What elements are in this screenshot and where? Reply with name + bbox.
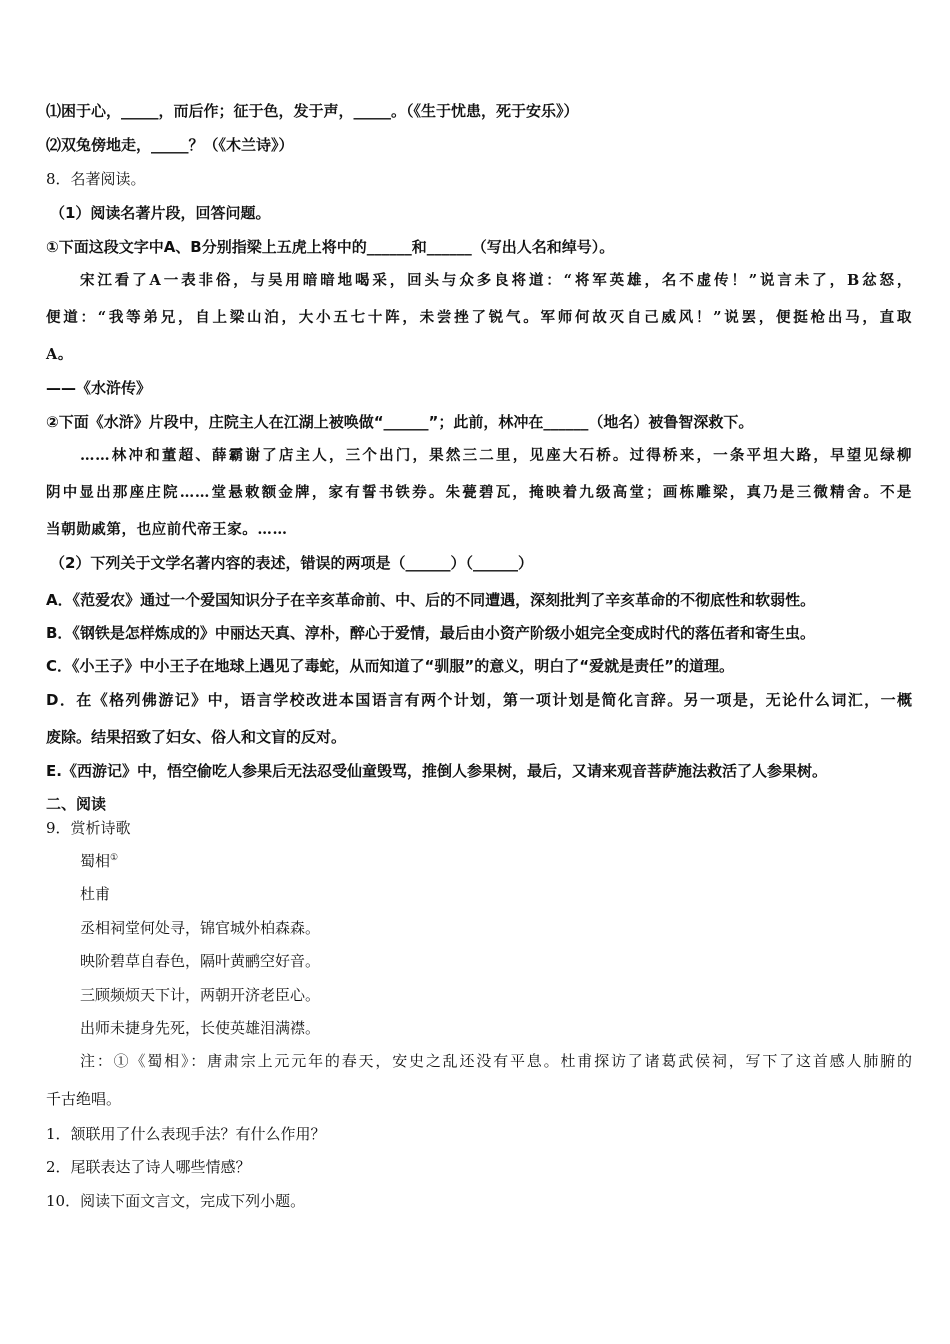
question-8-part-2: （2）下列关于文学名著内容的表述，错误的两项是（______）（______） bbox=[50, 554, 533, 572]
poem-line-2: 映阶碧草自春色，隔叶黄鹂空好音。 bbox=[80, 952, 321, 970]
option-d-line-2: 废除。结果招致了妇女、俗人和文盲的反对。 bbox=[46, 728, 347, 746]
option-d-line-1: D．在《格列佛游记》中，语言学校改进本国语言有两个计划，第一项计划是简化言辞。另一项是，无论什么词汇，一概 bbox=[46, 691, 912, 709]
poem-note-line-1: 注：①《蜀相》：唐肃宗上元元年的春天，安史之乱还没有平息。杜甫探访了诸葛武侯祠，写下了这首感人肺腑的 bbox=[80, 1052, 912, 1070]
option-b: B．《钢铁是怎样炼成的》中丽达天真、淳朴，醉心于爱情，最后由小资产阶级小姐完全变成时代的落伍者和寄生虫。 bbox=[46, 624, 815, 642]
recite-line-2: ⑵双兔傍地走，_____？（《木兰诗》） bbox=[46, 136, 294, 154]
option-e: E.《西游记》中，悟空偷吃人参果后无法忍受仙童毁骂，推倒人参果树，最后，又请来观音菩萨施法救活了人参果树。 bbox=[46, 762, 827, 780]
option-c: C．《小王子》中小王子在地球上遇见了毒蛇，从而知道了“驯服”的意义，明白了“爱就是责任”的道理。 bbox=[46, 657, 734, 675]
passage-1-source: ——《水浒传》 bbox=[46, 379, 152, 397]
poem-line-4: 出师未捷身先死，长使英雄泪满襟。 bbox=[80, 1019, 321, 1037]
passage-2-line-1: ……林冲和董超、薛霸谢了店主人，三个出门，果然三二里，见座大石桥。过得桥来，一条平坦大路，早望见绿柳 bbox=[80, 447, 912, 464]
question-9-title: 9．赏析诗歌 bbox=[46, 819, 131, 837]
passage-2-line-3: 当朝勋戚第，也应前代帝王家。…… bbox=[46, 521, 288, 538]
passage-1-line-1: 宋江看了A一表非俗，与吴用暗暗地喝采，回头与众多良将道：“将军英雄，名不虚传！”说言未了，B忿怒， bbox=[80, 272, 912, 289]
poem-line-1: 丞相祠堂何处寻，锦官城外柏森森。 bbox=[80, 919, 321, 937]
poem-note-line-2: 千古绝唱。 bbox=[46, 1090, 122, 1108]
question-9-item-2: 2．尾联表达了诗人哪些情感？ bbox=[46, 1158, 251, 1176]
question-8-sub-2: ②下面《水浒》片段中，庄院主人在江湖上被唤做“______”；此前，林冲在______（地名）被鲁智深救下。 bbox=[46, 413, 754, 431]
passage-1-line-2: 便道：“我等弟兄，自上梁山泊，大小五七十阵，未尝挫了锐气。军师何故灭自己威风！”说罢，便挺枪出马，直取 bbox=[46, 309, 912, 326]
poem-author: 杜甫 bbox=[80, 885, 111, 903]
section-2-title: 二、阅读 bbox=[46, 795, 107, 813]
poem-title: 蜀相① bbox=[80, 852, 119, 870]
option-a: A．《范爱农》通过一个爱国知识分子在辛亥革命前、中、后的不同遭遇，深刻批判了辛亥革命的不彻底性和软弱性。 bbox=[46, 591, 816, 609]
passage-1-line-3: A。 bbox=[46, 346, 73, 363]
question-10-title: 10．阅读下面文言文，完成下列小题。 bbox=[46, 1192, 306, 1210]
poem-line-3: 三顾频烦天下计，两朝开济老臣心。 bbox=[80, 986, 321, 1004]
question-9-item-1: 1．颔联用了什么表现手法？有什么作用？ bbox=[46, 1125, 326, 1143]
question-8-title: 8．名著阅读。 bbox=[46, 170, 146, 188]
recite-line-1: ⑴困于心，_____，而后作；征于色，发于声，_____。（《生于忧患，死于安乐》） bbox=[46, 102, 579, 120]
question-8-part-1: （1）阅读名著片段，回答问题。 bbox=[50, 204, 271, 222]
question-8-sub-1: ①下面这段文字中A、B分别指梁上五虎上将中的______和______（写出人名和绰号）。 bbox=[46, 238, 615, 256]
footnote-marker: ① bbox=[110, 853, 119, 863]
passage-2-line-2: 阴中显出那座庄院……堂悬敕额金牌，家有誓书铁券。朱甍碧瓦，掩映着九级高堂；画栋雕梁，真乃是三微精舍。不是 bbox=[46, 484, 912, 501]
